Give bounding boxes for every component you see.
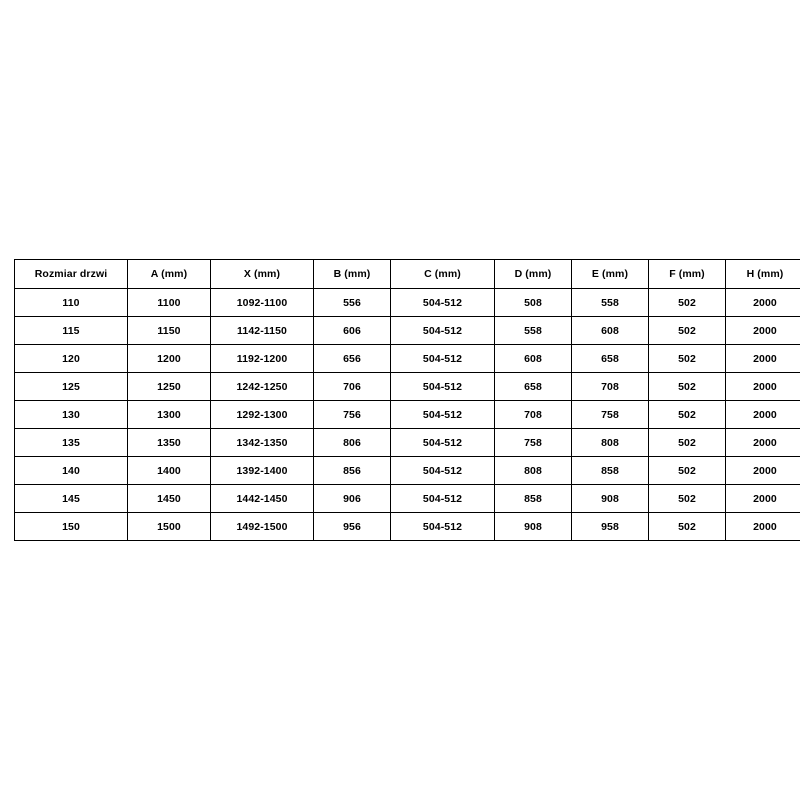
cell-f: 502 xyxy=(649,457,726,485)
cell-door-size: 150 xyxy=(15,513,128,541)
cell-b: 856 xyxy=(314,457,391,485)
cell-d: 858 xyxy=(495,485,572,513)
cell-door-size: 140 xyxy=(15,457,128,485)
cell-e: 958 xyxy=(572,513,649,541)
cell-x: 1442-1450 xyxy=(211,485,314,513)
cell-f: 502 xyxy=(649,317,726,345)
cell-a: 1200 xyxy=(128,345,211,373)
cell-x: 1492-1500 xyxy=(211,513,314,541)
table-row xyxy=(15,485,800,513)
column-header-h: H (mm) xyxy=(726,260,800,289)
cell-a: 1400 xyxy=(128,457,211,485)
cell-c: 504-512 xyxy=(391,345,495,373)
cell-door-size: 110 xyxy=(15,289,128,317)
table-header xyxy=(15,260,800,289)
cell-d: 908 xyxy=(495,513,572,541)
cell-h: 2000 xyxy=(726,373,800,401)
cell-c: 504-512 xyxy=(391,457,495,485)
cell-e: 558 xyxy=(572,289,649,317)
cell-d: 758 xyxy=(495,429,572,457)
column-header-c: C (mm) xyxy=(391,260,495,289)
cell-e: 808 xyxy=(572,429,649,457)
cell-a: 1450 xyxy=(128,485,211,513)
spec-table xyxy=(14,259,800,541)
cell-d: 708 xyxy=(495,401,572,429)
cell-b: 556 xyxy=(314,289,391,317)
cell-x: 1292-1300 xyxy=(211,401,314,429)
cell-e: 758 xyxy=(572,401,649,429)
cell-h: 2000 xyxy=(726,401,800,429)
cell-door-size: 125 xyxy=(15,373,128,401)
column-header-door-size: Rozmiar drzwi xyxy=(15,260,128,289)
cell-c: 504-512 xyxy=(391,401,495,429)
cell-e: 658 xyxy=(572,345,649,373)
cell-door-size: 145 xyxy=(15,485,128,513)
table-body xyxy=(15,289,800,541)
cell-h: 2000 xyxy=(726,429,800,457)
cell-b: 756 xyxy=(314,401,391,429)
cell-a: 1150 xyxy=(128,317,211,345)
cell-f: 502 xyxy=(649,485,726,513)
column-header-e: E (mm) xyxy=(572,260,649,289)
cell-a: 1250 xyxy=(128,373,211,401)
cell-c: 504-512 xyxy=(391,513,495,541)
cell-e: 608 xyxy=(572,317,649,345)
cell-h: 2000 xyxy=(726,317,800,345)
cell-e: 858 xyxy=(572,457,649,485)
cell-b: 956 xyxy=(314,513,391,541)
table-row xyxy=(15,457,800,485)
cell-door-size: 130 xyxy=(15,401,128,429)
cell-h: 2000 xyxy=(726,457,800,485)
cell-c: 504-512 xyxy=(391,289,495,317)
cell-b: 706 xyxy=(314,373,391,401)
table-row xyxy=(15,345,800,373)
cell-door-size: 120 xyxy=(15,345,128,373)
cell-d: 558 xyxy=(495,317,572,345)
cell-a: 1500 xyxy=(128,513,211,541)
table-row xyxy=(15,373,800,401)
cell-x: 1192-1200 xyxy=(211,345,314,373)
table-row xyxy=(15,289,800,317)
cell-x: 1242-1250 xyxy=(211,373,314,401)
cell-c: 504-512 xyxy=(391,429,495,457)
column-header-a: A (mm) xyxy=(128,260,211,289)
cell-f: 502 xyxy=(649,401,726,429)
cell-a: 1350 xyxy=(128,429,211,457)
cell-c: 504-512 xyxy=(391,485,495,513)
table-header-row xyxy=(15,260,800,289)
cell-x: 1392-1400 xyxy=(211,457,314,485)
cell-door-size: 115 xyxy=(15,317,128,345)
column-header-d: D (mm) xyxy=(495,260,572,289)
column-header-f: F (mm) xyxy=(649,260,726,289)
cell-x: 1092-1100 xyxy=(211,289,314,317)
cell-x: 1142-1150 xyxy=(211,317,314,345)
cell-d: 658 xyxy=(495,373,572,401)
cell-f: 502 xyxy=(649,345,726,373)
cell-a: 1300 xyxy=(128,401,211,429)
table-row xyxy=(15,401,800,429)
cell-d: 508 xyxy=(495,289,572,317)
cell-b: 806 xyxy=(314,429,391,457)
spec-table-container xyxy=(14,259,786,541)
column-header-x: X (mm) xyxy=(211,260,314,289)
cell-e: 908 xyxy=(572,485,649,513)
cell-a: 1100 xyxy=(128,289,211,317)
table-row xyxy=(15,429,800,457)
cell-h: 2000 xyxy=(726,289,800,317)
cell-b: 656 xyxy=(314,345,391,373)
table-row xyxy=(15,513,800,541)
cell-x: 1342-1350 xyxy=(211,429,314,457)
cell-f: 502 xyxy=(649,373,726,401)
cell-f: 502 xyxy=(649,289,726,317)
table-row xyxy=(15,317,800,345)
cell-h: 2000 xyxy=(726,345,800,373)
cell-b: 606 xyxy=(314,317,391,345)
cell-d: 608 xyxy=(495,345,572,373)
cell-h: 2000 xyxy=(726,485,800,513)
cell-f: 502 xyxy=(649,429,726,457)
cell-door-size: 135 xyxy=(15,429,128,457)
column-header-b: B (mm) xyxy=(314,260,391,289)
cell-e: 708 xyxy=(572,373,649,401)
cell-h: 2000 xyxy=(726,513,800,541)
cell-f: 502 xyxy=(649,513,726,541)
cell-d: 808 xyxy=(495,457,572,485)
cell-b: 906 xyxy=(314,485,391,513)
cell-c: 504-512 xyxy=(391,317,495,345)
cell-c: 504-512 xyxy=(391,373,495,401)
